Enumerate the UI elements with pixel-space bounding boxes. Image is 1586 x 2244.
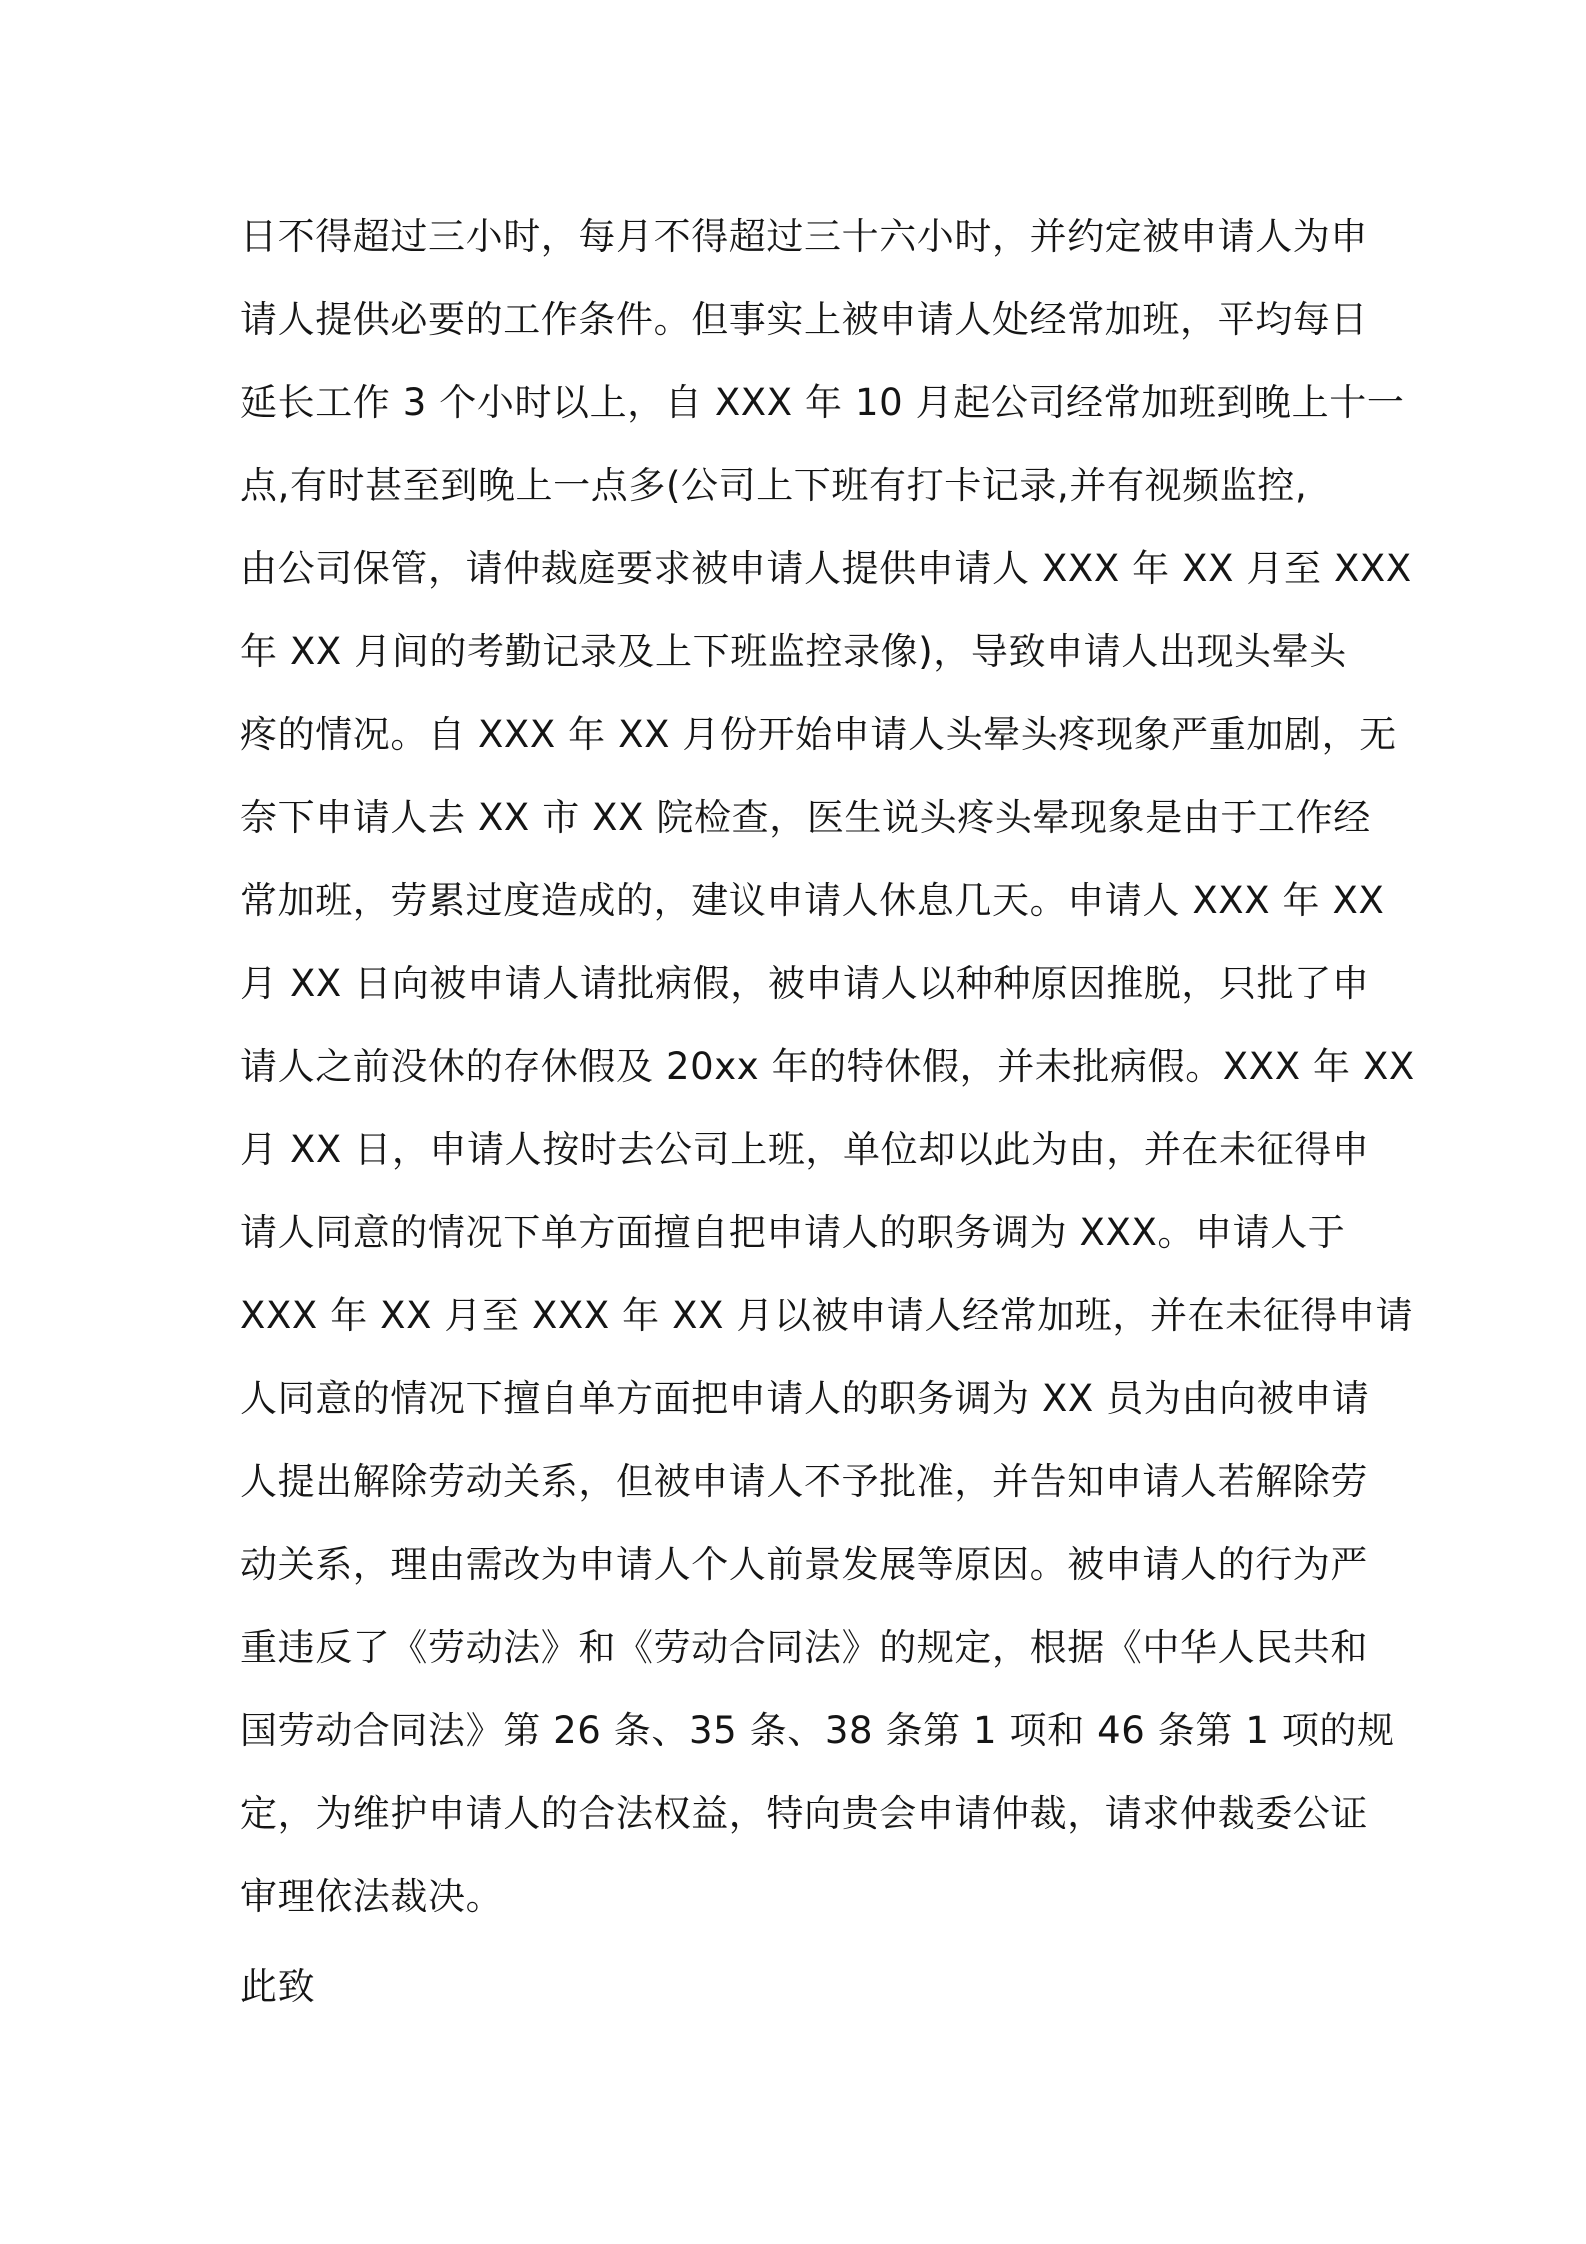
closing-salutation: 此致 (240, 1965, 316, 2008)
body-line: 请人之前没休的存休假及 20xx 年的特休假，并未批病假。XXX 年 XX (240, 1045, 1415, 1088)
body-line: 常加班，劳累过度造成的，建议申请人休息几天。申请人 XXX 年 XX (240, 879, 1385, 922)
body-line: 由公司保管，请仲裁庭要求被申请人提供申请人 XXX 年 XX 月至 XXX (240, 547, 1412, 590)
body-line: 人提出解除劳动关系，但被申请人不予批准，并告知申请人若解除劳 (240, 1460, 1368, 1503)
body-line: 点,有时甚至到晚上一点多(公司上下班有打卡记录,并有视频监控, (240, 464, 1308, 507)
body-line: 延长工作 3 个小时以上，自 XXX 年 10 月起公司经常加班到晚上十一 (240, 381, 1405, 424)
body-line: 月 XX 日向被申请人请批病假，被申请人以种种原因推脱，只批了申 (240, 962, 1370, 1005)
body-line: XXX 年 XX 月至 XXX 年 XX 月以被申请人经常加班，并在未征得申请 (240, 1294, 1414, 1337)
body-line: 人同意的情况下擅自单方面把申请人的职务调为 XX 员为由向被申请 (240, 1377, 1370, 1420)
body-line: 请人提供必要的工作条件。但事实上被申请人处经常加班，平均每日 (240, 298, 1368, 341)
body-line: 疼的情况。自 XXX 年 XX 月份开始申请人头晕头疼现象严重加剧，无 (240, 713, 1397, 756)
body-line: 国劳动合同法》第 26 条、35 条、38 条第 1 项和 46 条第 1 项的规 (240, 1709, 1395, 1752)
body-line: 重违反了《劳动法》和《劳动合同法》的规定，根据《中华人民共和 (240, 1626, 1368, 1669)
body-line: 月 XX 日，申请人按时去公司上班，单位却以此为由，并在未征得申 (240, 1128, 1370, 1171)
body-line: 定，为维护申请人的合法权益，特向贵会申请仲裁，请求仲裁委公证 (240, 1792, 1368, 1835)
body-line: 年 XX 月间的考勤记录及上下班监控录像)，导致申请人出现头晕头 (240, 630, 1347, 673)
body-line: 请人同意的情况下单方面擅自把申请人的职务调为 XXX。申请人于 (240, 1211, 1346, 1254)
body-line: 审理依法裁决。 (240, 1875, 504, 1918)
body-line: 奈下申请人去 XX 市 XX 院检查，医生说头疼头晕现象是由于工作经 (240, 796, 1371, 839)
body-line: 日不得超过三小时，每月不得超过三十六小时，并约定被申请人为申 (240, 215, 1368, 258)
document-body (240, 195, 1415, 1938)
body-line: 动关系，理由需改为申请人个人前景发展等原因。被申请人的行为严 (240, 1543, 1368, 1586)
